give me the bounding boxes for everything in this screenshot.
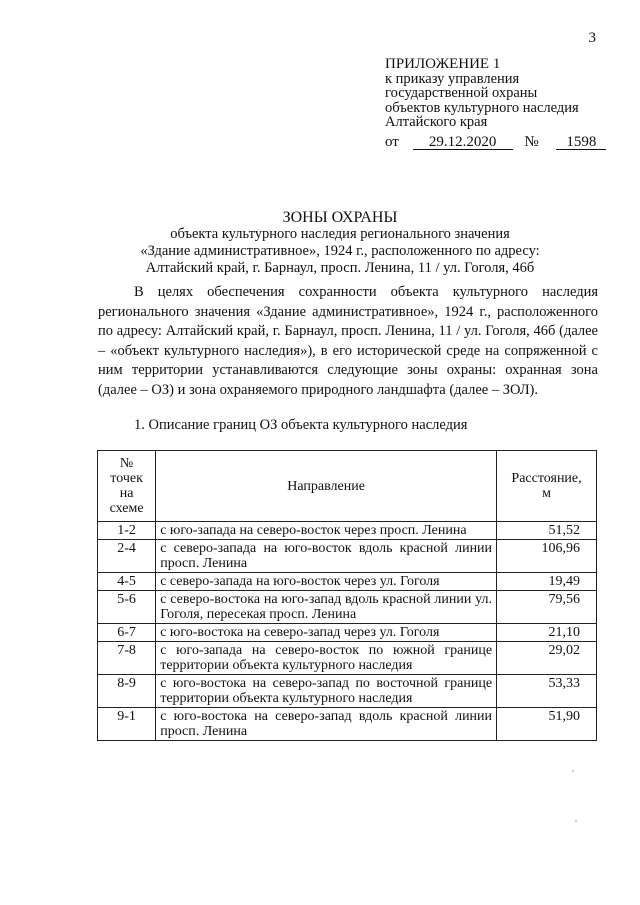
table-row [98,540,597,573]
table-row [98,591,597,624]
document-heading [60,209,620,277]
table-row [98,522,597,540]
cell-points: 1-2 [98,522,156,540]
cell-points: 5-6 [98,591,156,624]
appendix-line: Алтайского края [385,114,488,130]
appendix-line: к приказу управления [385,70,520,87]
order-number: 1598 [556,135,606,150]
page-number: 3 [588,30,596,46]
header-text: точек [110,471,143,486]
intro-paragraph: В целях обеспечения сохранности объекта культурного наследия регионального значения «Здание административное», 1924 г., расположенного по адресу: Алтайский край, г. Барнаул, просп. Ленина, 11 / ул. Гоголя, 46б (далее – «объект культурного наследия»), в его исторической среде на сопряженной с ним территории устанавливаются следующие зоны охраны: охранная зона (далее – ОЗ) и зона охраняемого природного ландшафта (далее – ЗОЛ). [98,284,598,398]
cell-distance: 106,96 [497,540,597,573]
appendix-line: государственной охраны [385,85,538,101]
heading-line: объекта культурного наследия регионального значения [170,226,510,242]
appendix-block [385,57,579,130]
heading-line: «Здание административное», 1924 г., расположенного по адресу: [140,243,540,259]
from-label: от [385,134,399,150]
cell-points: 9-1 [98,708,156,741]
header-distance [497,451,597,522]
header-text: Расстояние, [511,471,582,486]
section-title: 1. Описание границ ОЗ объекта культурного наследия [134,417,468,433]
cell-distance: 29,02 [497,642,597,675]
header-text: м [542,486,551,501]
cell-points: 6-7 [98,624,156,642]
heading-title: ЗОНЫ ОХРАНЫ [282,209,398,226]
boundary-table [97,450,597,741]
table-row [98,708,597,741]
header-direction: Направление [156,451,497,522]
cell-direction: с северо-запада на юго-восток через ул. Гоголя [156,573,497,591]
scan-speck [575,820,577,822]
order-date: 29.12.2020 [413,135,513,150]
cell-distance: 19,49 [497,573,597,591]
cell-distance: 79,56 [497,591,597,624]
cell-direction: с юго-востока на северо-запад через ул. Гоголя [156,624,497,642]
table-header-row [98,451,597,522]
cell-points: 2-4 [98,540,156,573]
cell-distance: 51,52 [497,522,597,540]
cell-direction: с юго-запада на северо-восток через просп. Ленина [156,522,497,540]
heading-line: Алтайский край, г. Барнаул, просп. Ленина, 11 / ул. Гоголя, 46б [145,260,535,276]
appendix-title: ПРИЛОЖЕНИЕ 1 [385,56,501,72]
appendix-line: объектов культурного наследия [385,99,579,116]
cell-distance: 21,10 [497,624,597,642]
cell-distance: 53,33 [497,675,597,708]
cell-points: 8-9 [98,675,156,708]
header-point-numbers [98,451,156,522]
cell-points: 4-5 [98,573,156,591]
table-row [98,573,597,591]
cell-direction: с северо-востока на юго-запад вдоль красной линии ул. Гоголя, пересекая просп. Ленина [156,591,497,624]
cell-points: 7-8 [98,642,156,675]
cell-distance: 51,90 [497,708,597,741]
cell-direction: с юго-востока на северо-запад по восточной границе территории объекта культурного наследия [156,675,497,708]
scan-speck [572,770,574,772]
table-row [98,642,597,675]
number-label: № [524,134,539,150]
cell-direction: с юго-востока на северо-запад вдоль красной линии просп. Ленина [156,708,497,741]
cell-direction: с северо-запада на юго-восток вдоль красной линии просп. Ленина [156,540,497,573]
cell-direction: с юго-запада на северо-восток по южной границе территории объекта культурного наследия [156,642,497,675]
table-row [98,675,597,708]
table-row [98,624,597,642]
header-text: на [119,486,134,501]
header-text: № [119,456,134,471]
order-date-number [385,134,606,151]
header-text: схеме [109,501,144,516]
